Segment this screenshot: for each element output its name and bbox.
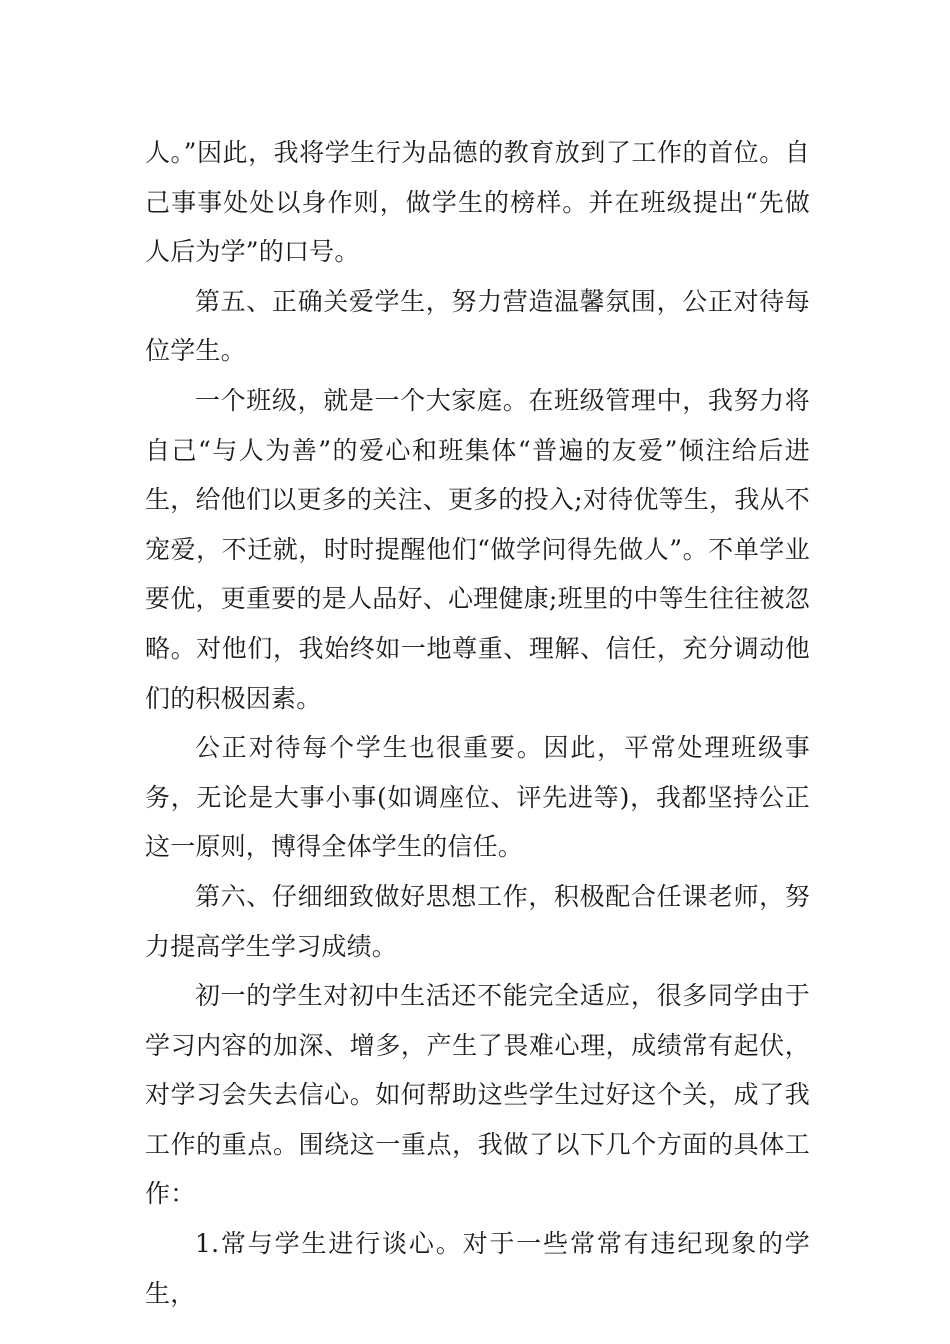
paragraph-section-five-heading: 第五、正确关爱学生，努力营造温馨氛围，公正对待每位学生。: [145, 286, 810, 366]
paragraph-item-one: 1.常与学生进行谈心。对于一些常常有违纪现象的学生，: [145, 1229, 810, 1308]
paragraph-fairness: 公正对待每个学生也很重要。因此，平常处理班级事务，无论是大事小事(如调座位、评先进等)，我都坚持公正这一原则，博得全体学生的信任。: [145, 733, 810, 862]
paragraph-class-family: 一个班级，就是一个大家庭。在班级管理中，我努力将自己“与人为善”的爱心和班集体“普遍的友爱”倾注给后进生，给他们以更多的关注、更多的投入;对待优等生，我从不宠爱，不迁就，时时提醒他们“做学问得先做人”。不单学业要优，更重要的是人品好、心理健康;班里的中等生往往被忽略。对他们，我始终如一地尊重、理解、信任，充分调动他们的积极因素。: [145, 385, 810, 713]
paragraph-section-six-heading: 第六、仔细细致做好思想工作，积极配合任课老师，努力提高学生学习成绩。: [145, 881, 810, 961]
paragraph-continuation: 人。”因此，我将学生行为品德的教育放到了工作的首位。自己事事处处以身作则，做学生的榜样。并在班级提出“先做人后为学”的口号。: [145, 138, 810, 267]
document-body: [145, 128, 810, 1318]
paragraph-first-year-students: 初一的学生对初中生活还不能完全适应，很多同学由于学习内容的加深、增多，产生了畏难心理，成绩常有起伏，对学习会失去信心。如何帮助这些学生过好这个关，成了我工作的重点。围绕这一重点，我做了以下几个方面的具体工作：: [145, 981, 810, 1209]
